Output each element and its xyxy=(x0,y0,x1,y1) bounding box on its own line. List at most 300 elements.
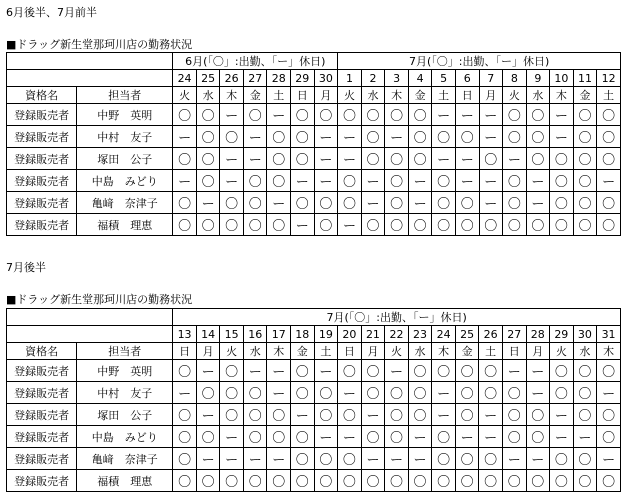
month-header-row xyxy=(7,53,621,70)
attendance-mark: 〇 xyxy=(503,126,527,148)
attendance-mark: ー xyxy=(314,126,338,148)
date-cell: 8 xyxy=(503,70,527,87)
weekday-cell: 月 xyxy=(526,343,550,360)
attendance-mark: ー xyxy=(291,404,315,426)
attendance-mark: ー xyxy=(338,426,362,448)
attendance-mark: ー xyxy=(338,382,362,404)
attendance-mark: 〇 xyxy=(526,126,550,148)
attendance-mark: ー xyxy=(455,170,479,192)
qualification-cell: 登録販売者 xyxy=(7,192,77,214)
weekday-cell: 金 xyxy=(243,87,267,104)
attendance-mark: 〇 xyxy=(408,104,432,126)
attendance-mark: 〇 xyxy=(291,104,315,126)
date-row xyxy=(7,70,621,87)
qualification-cell: 登録販売者 xyxy=(7,148,77,170)
attendance-mark: 〇 xyxy=(243,170,267,192)
attendance-mark: ー xyxy=(479,192,503,214)
attendance-mark: ー xyxy=(173,170,197,192)
attendance-mark: 〇 xyxy=(432,170,456,192)
staff-name-cell: 福積 理恵 xyxy=(77,470,173,492)
attendance-mark: 〇 xyxy=(361,382,385,404)
attendance-mark: 〇 xyxy=(432,470,456,492)
qualification-cell: 登録販売者 xyxy=(7,126,77,148)
staff-name-cell: 中村 友子 xyxy=(77,382,173,404)
attendance-mark: 〇 xyxy=(503,104,527,126)
staff-name-cell: 亀﨑 奈津子 xyxy=(77,448,173,470)
staff-row xyxy=(7,148,621,170)
attendance-mark: 〇 xyxy=(550,470,574,492)
date-cell: 29 xyxy=(550,326,574,343)
attendance-mark: ー xyxy=(361,404,385,426)
attendance-mark: 〇 xyxy=(243,404,267,426)
attendance-mark: 〇 xyxy=(503,170,527,192)
date-cell: 24 xyxy=(432,326,456,343)
attendance-mark: 〇 xyxy=(338,360,362,382)
attendance-mark: 〇 xyxy=(550,192,574,214)
date-cell: 28 xyxy=(267,70,291,87)
attendance-mark: ー xyxy=(597,382,621,404)
attendance-mark: 〇 xyxy=(573,360,597,382)
attendance-mark: ー xyxy=(550,104,574,126)
attendance-mark: ー xyxy=(432,148,456,170)
staff-row xyxy=(7,382,621,404)
qualification-cell: 登録販売者 xyxy=(7,382,77,404)
attendance-mark: 〇 xyxy=(502,382,526,404)
attendance-mark: 〇 xyxy=(573,104,597,126)
attendance-mark: 〇 xyxy=(502,426,526,448)
attendance-mark: 〇 xyxy=(432,192,456,214)
attendance-mark: ー xyxy=(597,170,621,192)
attendance-mark: 〇 xyxy=(408,382,432,404)
attendance-mark: ー xyxy=(408,448,432,470)
attendance-mark: 〇 xyxy=(573,448,597,470)
attendance-mark: 〇 xyxy=(173,104,197,126)
staff-name-cell: 亀﨑 奈津子 xyxy=(77,192,173,214)
attendance-mark: 〇 xyxy=(314,404,338,426)
attendance-mark: ー xyxy=(526,448,550,470)
attendance-mark: ー xyxy=(361,192,385,214)
staff-name-cell: 塚田 公子 xyxy=(77,148,173,170)
weekday-cell: 月 xyxy=(361,343,385,360)
weekday-cell: 水 xyxy=(243,343,267,360)
attendance-mark: 〇 xyxy=(526,214,550,236)
attendance-mark: 〇 xyxy=(267,214,291,236)
attendance-mark: 〇 xyxy=(455,360,479,382)
staff-name-header: 担当者 xyxy=(77,343,173,360)
attendance-mark: 〇 xyxy=(455,126,479,148)
date-cell: 26 xyxy=(479,326,503,343)
attendance-mark: 〇 xyxy=(314,448,338,470)
attendance-mark: ー xyxy=(479,104,503,126)
attendance-mark: ー xyxy=(526,360,550,382)
weekday-cell: 木 xyxy=(220,87,244,104)
attendance-mark: ー xyxy=(408,192,432,214)
attendance-mark: ー xyxy=(361,448,385,470)
attendance-mark: ー xyxy=(455,104,479,126)
attendance-mark: 〇 xyxy=(550,214,574,236)
attendance-mark: 〇 xyxy=(573,404,597,426)
attendance-mark: ー xyxy=(314,148,338,170)
attendance-mark: 〇 xyxy=(267,470,291,492)
attendance-mark: 〇 xyxy=(408,126,432,148)
attendance-mark: 〇 xyxy=(385,470,409,492)
attendance-mark: ー xyxy=(196,448,220,470)
weekday-cell: 土 xyxy=(479,343,503,360)
attendance-mark: ー xyxy=(385,360,409,382)
weekday-cell: 木 xyxy=(550,87,574,104)
attendance-mark: 〇 xyxy=(597,192,621,214)
weekday-cell: 木 xyxy=(267,343,291,360)
attendance-mark: 〇 xyxy=(314,470,338,492)
attendance-mark: ー xyxy=(220,448,244,470)
weekday-cell: 日 xyxy=(502,343,526,360)
attendance-mark: 〇 xyxy=(291,470,315,492)
attendance-mark: 〇 xyxy=(597,148,621,170)
attendance-mark: ー xyxy=(220,426,244,448)
weekday-cell: 火 xyxy=(550,343,574,360)
date-cell: 28 xyxy=(526,326,550,343)
attendance-mark: 〇 xyxy=(526,104,550,126)
attendance-mark: 〇 xyxy=(385,404,409,426)
date-cell: 30 xyxy=(314,70,338,87)
page-heading-1: 6月後半、7月前半 xyxy=(6,6,97,19)
schedule-table-2 xyxy=(6,308,621,492)
qualification-cell: 登録販売者 xyxy=(7,360,77,382)
weekday-cell: 土 xyxy=(267,87,291,104)
attendance-mark: 〇 xyxy=(502,404,526,426)
qualification-header: 資格名 xyxy=(7,343,77,360)
attendance-mark: 〇 xyxy=(455,192,479,214)
attendance-mark: 〇 xyxy=(291,426,315,448)
attendance-mark: 〇 xyxy=(173,470,197,492)
date-cell: 5 xyxy=(432,70,456,87)
attendance-mark: 〇 xyxy=(338,192,362,214)
attendance-mark: 〇 xyxy=(361,104,385,126)
attendance-mark: 〇 xyxy=(220,360,244,382)
weekday-cell: 木 xyxy=(385,87,409,104)
attendance-mark: 〇 xyxy=(455,470,479,492)
attendance-mark: ー xyxy=(526,382,550,404)
attendance-mark: 〇 xyxy=(196,426,220,448)
attendance-mark: ー xyxy=(550,126,574,148)
attendance-mark: 〇 xyxy=(597,404,621,426)
attendance-mark: ー xyxy=(385,448,409,470)
attendance-mark: ー xyxy=(243,126,267,148)
weekday-cell: 日 xyxy=(291,87,315,104)
header-blank-cell xyxy=(7,53,173,70)
attendance-mark: ー xyxy=(243,148,267,170)
attendance-mark: 〇 xyxy=(526,426,550,448)
staff-name-cell: 中島 みどり xyxy=(77,426,173,448)
weekday-cell: 火 xyxy=(173,87,197,104)
weekday-cell: 金 xyxy=(408,87,432,104)
weekday-cell: 日 xyxy=(455,87,479,104)
attendance-mark: 〇 xyxy=(597,104,621,126)
attendance-mark: 〇 xyxy=(338,448,362,470)
date-cell: 19 xyxy=(314,326,338,343)
attendance-mark: ー xyxy=(550,404,574,426)
attendance-mark: ー xyxy=(502,448,526,470)
attendance-mark: 〇 xyxy=(432,448,456,470)
attendance-mark: ー xyxy=(502,360,526,382)
weekday-cell: 水 xyxy=(196,87,220,104)
attendance-mark: 〇 xyxy=(173,148,197,170)
weekday-cell: 月 xyxy=(314,87,338,104)
attendance-mark: ー xyxy=(573,426,597,448)
weekday-row xyxy=(7,343,621,360)
attendance-mark: 〇 xyxy=(196,148,220,170)
weekday-cell: 木 xyxy=(432,343,456,360)
attendance-mark: 〇 xyxy=(361,214,385,236)
staff-name-cell: 中島 みどり xyxy=(77,170,173,192)
date-cell: 7 xyxy=(479,70,503,87)
attendance-mark: 〇 xyxy=(573,170,597,192)
staff-row xyxy=(7,170,621,192)
weekday-cell: 水 xyxy=(573,343,597,360)
attendance-mark: 〇 xyxy=(550,448,574,470)
attendance-mark: ー xyxy=(267,192,291,214)
attendance-mark: 〇 xyxy=(550,382,574,404)
attendance-mark: 〇 xyxy=(385,426,409,448)
attendance-mark: 〇 xyxy=(291,126,315,148)
attendance-mark: 〇 xyxy=(550,170,574,192)
attendance-mark: 〇 xyxy=(550,360,574,382)
attendance-mark: ー xyxy=(243,448,267,470)
date-cell: 18 xyxy=(291,326,315,343)
weekday-cell: 日 xyxy=(173,343,197,360)
attendance-mark: 〇 xyxy=(220,192,244,214)
attendance-mark: ー xyxy=(220,104,244,126)
attendance-mark: 〇 xyxy=(267,426,291,448)
attendance-mark: ー xyxy=(173,126,197,148)
qualification-cell: 登録販売者 xyxy=(7,404,77,426)
attendance-mark: 〇 xyxy=(385,382,409,404)
attendance-mark: 〇 xyxy=(314,104,338,126)
date-cell: 13 xyxy=(173,326,197,343)
attendance-mark: ー xyxy=(338,148,362,170)
weekday-cell: 日 xyxy=(338,343,362,360)
attendance-mark: 〇 xyxy=(267,404,291,426)
weekday-cell: 月 xyxy=(196,343,220,360)
attendance-mark: 〇 xyxy=(291,448,315,470)
weekday-cell: 火 xyxy=(503,87,527,104)
date-cell: 12 xyxy=(597,70,621,87)
attendance-mark: 〇 xyxy=(361,360,385,382)
attendance-mark: ー xyxy=(314,170,338,192)
attendance-mark: 〇 xyxy=(361,470,385,492)
attendance-mark: ー xyxy=(479,170,503,192)
attendance-mark: 〇 xyxy=(550,148,574,170)
attendance-mark: 〇 xyxy=(385,104,409,126)
section-title-1: ■ドラッグ新生堂那珂川店の勤務状況 xyxy=(6,38,193,51)
attendance-mark: 〇 xyxy=(597,126,621,148)
weekday-cell: 木 xyxy=(597,343,621,360)
attendance-mark: 〇 xyxy=(196,104,220,126)
date-cell: 15 xyxy=(220,326,244,343)
qualification-cell: 登録販売者 xyxy=(7,426,77,448)
attendance-mark: 〇 xyxy=(573,192,597,214)
section-title-2: ■ドラッグ新生堂那珂川店の勤務状況 xyxy=(6,293,193,306)
attendance-mark: ー xyxy=(338,126,362,148)
date-cell: 20 xyxy=(338,326,362,343)
date-cell: 17 xyxy=(267,326,291,343)
attendance-mark: ー xyxy=(385,126,409,148)
attendance-mark: 〇 xyxy=(243,192,267,214)
attendance-mark: 〇 xyxy=(573,470,597,492)
staff-row xyxy=(7,126,621,148)
attendance-mark: 〇 xyxy=(573,126,597,148)
attendance-mark: 〇 xyxy=(173,214,197,236)
attendance-mark: ー xyxy=(267,360,291,382)
staff-name-cell: 中野 英明 xyxy=(77,360,173,382)
date-cell: 14 xyxy=(196,326,220,343)
attendance-mark: 〇 xyxy=(432,360,456,382)
attendance-mark: 〇 xyxy=(267,126,291,148)
attendance-mark: 〇 xyxy=(196,214,220,236)
staff-name-cell: 福積 理恵 xyxy=(77,214,173,236)
attendance-mark: 〇 xyxy=(361,126,385,148)
attendance-mark: ー xyxy=(220,170,244,192)
date-cell: 1 xyxy=(338,70,362,87)
attendance-mark: ー xyxy=(455,426,479,448)
attendance-mark: 〇 xyxy=(291,192,315,214)
attendance-mark: 〇 xyxy=(503,192,527,214)
attendance-mark: ー xyxy=(196,192,220,214)
attendance-mark: 〇 xyxy=(455,214,479,236)
staff-row xyxy=(7,192,621,214)
attendance-mark: 〇 xyxy=(220,214,244,236)
attendance-mark: 〇 xyxy=(173,448,197,470)
attendance-mark: 〇 xyxy=(220,382,244,404)
attendance-mark: 〇 xyxy=(479,214,503,236)
date-cell: 16 xyxy=(243,326,267,343)
attendance-mark: ー xyxy=(479,126,503,148)
qualification-cell: 登録販売者 xyxy=(7,470,77,492)
attendance-mark: 〇 xyxy=(314,382,338,404)
attendance-mark: 〇 xyxy=(338,170,362,192)
attendance-mark: ー xyxy=(526,192,550,214)
attendance-mark: 〇 xyxy=(243,426,267,448)
attendance-mark: 〇 xyxy=(479,148,503,170)
month-header-cell: 7月(「〇」:出勤、「ー」休日) xyxy=(338,53,621,70)
weekday-cell: 土 xyxy=(597,87,621,104)
weekday-cell: 火 xyxy=(338,87,362,104)
staff-row xyxy=(7,470,621,492)
attendance-mark: ー xyxy=(479,426,503,448)
attendance-mark: ー xyxy=(291,170,315,192)
date-cell: 24 xyxy=(173,70,197,87)
attendance-mark: 〇 xyxy=(173,404,197,426)
month-header-cell: 6月(「〇」:出勤、「ー」休日) xyxy=(173,53,338,70)
date-cell: 21 xyxy=(361,326,385,343)
attendance-mark: ー xyxy=(173,382,197,404)
attendance-mark: 〇 xyxy=(597,426,621,448)
attendance-mark: ー xyxy=(432,404,456,426)
date-cell: 26 xyxy=(220,70,244,87)
weekday-cell: 水 xyxy=(361,87,385,104)
date-cell: 22 xyxy=(385,326,409,343)
attendance-mark: 〇 xyxy=(267,148,291,170)
weekday-cell: 金 xyxy=(573,87,597,104)
attendance-mark: 〇 xyxy=(385,214,409,236)
attendance-mark: 〇 xyxy=(196,126,220,148)
weekday-row xyxy=(7,87,621,104)
date-cell: 9 xyxy=(526,70,550,87)
staff-row xyxy=(7,404,621,426)
attendance-mark: 〇 xyxy=(455,448,479,470)
weekday-cell: 土 xyxy=(314,343,338,360)
attendance-mark: 〇 xyxy=(597,470,621,492)
attendance-mark: 〇 xyxy=(597,360,621,382)
date-cell: 31 xyxy=(597,326,621,343)
staff-row xyxy=(7,214,621,236)
attendance-mark: 〇 xyxy=(573,382,597,404)
attendance-mark: 〇 xyxy=(173,360,197,382)
attendance-mark: 〇 xyxy=(385,170,409,192)
date-cell: 11 xyxy=(573,70,597,87)
attendance-mark: ー xyxy=(503,148,527,170)
qualification-cell: 登録販売者 xyxy=(7,170,77,192)
attendance-mark: 〇 xyxy=(196,382,220,404)
attendance-mark: 〇 xyxy=(526,470,550,492)
attendance-mark: ー xyxy=(455,148,479,170)
attendance-mark: 〇 xyxy=(196,170,220,192)
attendance-mark: 〇 xyxy=(220,470,244,492)
staff-name-cell: 塚田 公子 xyxy=(77,404,173,426)
attendance-mark: 〇 xyxy=(338,470,362,492)
attendance-mark: ー xyxy=(550,426,574,448)
attendance-mark: ー xyxy=(314,360,338,382)
attendance-mark: ー xyxy=(196,404,220,426)
date-cell: 25 xyxy=(455,326,479,343)
weekday-cell: 金 xyxy=(291,343,315,360)
date-cell: 3 xyxy=(385,70,409,87)
header-blank-cell xyxy=(7,70,173,87)
attendance-mark: 〇 xyxy=(338,404,362,426)
attendance-mark: 〇 xyxy=(291,148,315,170)
attendance-mark: 〇 xyxy=(408,214,432,236)
attendance-mark: 〇 xyxy=(573,148,597,170)
date-cell: 30 xyxy=(573,326,597,343)
attendance-mark: ー xyxy=(597,448,621,470)
month-header-row xyxy=(7,309,621,326)
attendance-mark: 〇 xyxy=(455,382,479,404)
attendance-mark: ー xyxy=(432,382,456,404)
header-blank-cell xyxy=(7,326,173,343)
staff-name-cell: 中野 英明 xyxy=(77,104,173,126)
staff-row xyxy=(7,360,621,382)
attendance-mark: 〇 xyxy=(479,470,503,492)
weekday-cell: 水 xyxy=(408,343,432,360)
attendance-mark: 〇 xyxy=(408,470,432,492)
date-cell: 27 xyxy=(243,70,267,87)
attendance-mark: 〇 xyxy=(220,404,244,426)
attendance-mark: ー xyxy=(479,404,503,426)
attendance-mark: 〇 xyxy=(196,470,220,492)
attendance-mark: 〇 xyxy=(432,426,456,448)
staff-row xyxy=(7,426,621,448)
date-cell: 27 xyxy=(502,326,526,343)
staff-row xyxy=(7,104,621,126)
attendance-mark: 〇 xyxy=(267,170,291,192)
attendance-mark: 〇 xyxy=(173,426,197,448)
attendance-mark: 〇 xyxy=(597,214,621,236)
attendance-mark: ー xyxy=(220,148,244,170)
staff-name-header: 担当者 xyxy=(77,87,173,104)
weekday-cell: 金 xyxy=(455,343,479,360)
attendance-mark: 〇 xyxy=(479,448,503,470)
attendance-mark: 〇 xyxy=(173,192,197,214)
